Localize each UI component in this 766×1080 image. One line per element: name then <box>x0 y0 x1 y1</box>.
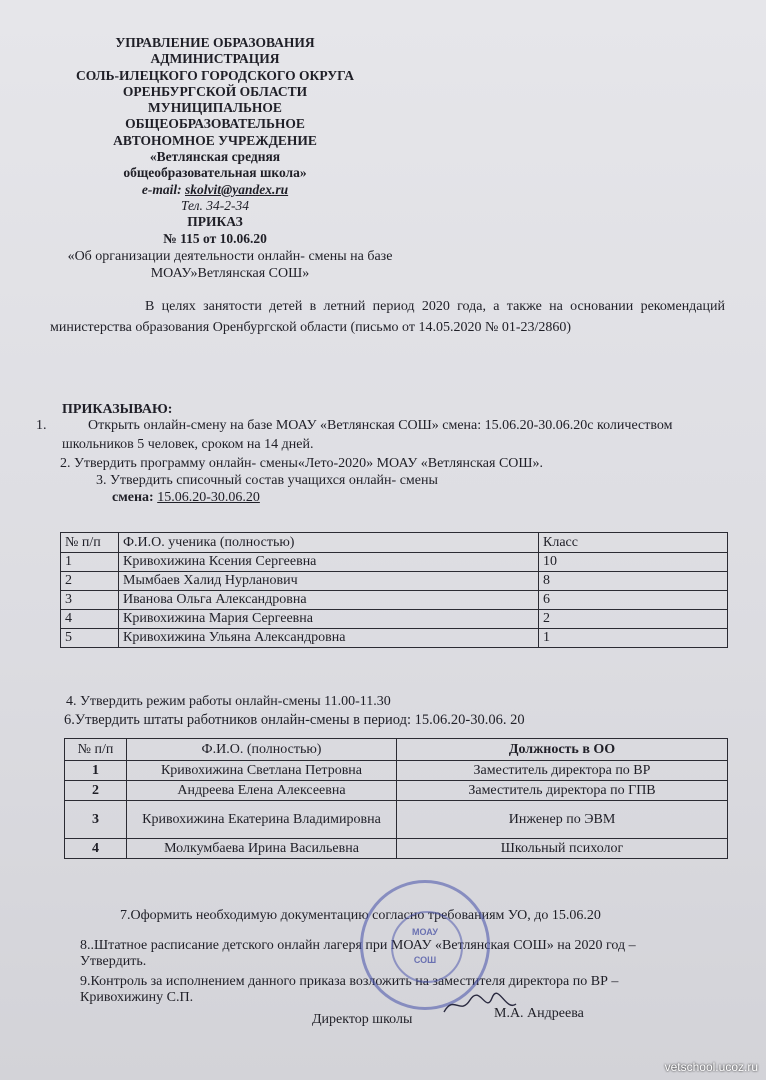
table-row <box>61 553 728 572</box>
item-8-line: 8..Штатное расписание детского онлайн лагеря при МОАУ «Ветлянская СОШ» на 2020 год – <box>80 938 636 953</box>
table-cell: 10 <box>539 553 728 572</box>
email-line <box>50 182 380 198</box>
letterhead-line: ОБЩЕОБРАЗОВАТЕЛЬНОЕ <box>125 116 305 132</box>
table-cell: 2 <box>61 572 119 591</box>
table-cell: 4 <box>61 610 119 629</box>
letterhead <box>50 35 380 247</box>
table-cell: 3 <box>65 801 127 839</box>
letterhead-line: СОЛЬ-ИЛЕЦКОГО ГОРОДСКОГО ОКРУГА <box>75 67 355 83</box>
letterhead-line: АДМИНИСТРАЦИЯ <box>150 51 280 67</box>
order-subject-line: «Об организации деятельности онлайн- смены на базе <box>67 249 393 264</box>
col-header: Класс <box>539 533 728 553</box>
col-header: Ф.И.О. (полностью) <box>127 739 397 761</box>
order-number: № 115 от 10.06.20 <box>163 230 267 246</box>
table-row <box>65 761 728 781</box>
table-cell: Андреева Елена Алексеевна <box>127 781 397 801</box>
table-header-row <box>65 739 728 761</box>
item-1-line: Открыть онлайн-смену на базе МОАУ «Ветлянская СОШ» смена: 15.06.20-30.06.20с количеством <box>88 418 673 433</box>
table-header-row <box>61 533 728 553</box>
table-cell: 5 <box>61 629 119 648</box>
item-1-number: 1. <box>36 418 47 433</box>
table-cell: 1 <box>65 761 127 781</box>
item-7: 7.Оформить необходимую документацию согласно требованиям УО, до 15.06.20 <box>120 908 601 923</box>
table-cell: Заместитель директора по ВР <box>397 761 728 781</box>
item-4: 4. Утвердить режим работы онлайн-смены 11.00-11.30 <box>66 694 391 709</box>
staff-table <box>64 738 728 859</box>
table-cell: Заместитель директора по ГПВ <box>397 781 728 801</box>
table-cell: Инженер по ЭВМ <box>397 801 728 839</box>
item-1-line: школьников 5 человек, сроком на 14 дней. <box>62 437 314 452</box>
letterhead-line: ОРЕНБУРГСКОЙ ОБЛАСТИ <box>122 83 308 99</box>
col-header: № п/п <box>65 739 127 761</box>
table-cell: 2 <box>539 610 728 629</box>
table-cell: 6 <box>539 591 728 610</box>
letterhead-line: общеобразовательная школа» <box>123 165 307 181</box>
letterhead-line: УПРАВЛЕНИЕ ОБРАЗОВАНИЯ <box>115 35 315 50</box>
table-cell: 4 <box>65 839 127 859</box>
table-cell: 1 <box>539 629 728 648</box>
item-6: 6.Утвердить штаты работников онлайн-смены в период: 15.06.20-30.06. 20 <box>64 712 525 728</box>
table-row <box>65 781 728 801</box>
letterhead-line: АВТОНОМНОЕ УЧРЕЖДЕНИЕ <box>113 132 317 148</box>
table-cell: Кривохижина Светлана Петровна <box>127 761 397 781</box>
item-8-line: Утвердить. <box>80 954 147 969</box>
table-cell: 2 <box>65 781 127 801</box>
table-cell: Кривохижина Ксения Сергеевна <box>119 553 539 572</box>
col-header: Ф.И.О. ученика (полностью) <box>119 533 539 553</box>
students-table <box>60 532 728 648</box>
letterhead-line: МУНИЦИПАЛЬНОЕ <box>148 100 282 116</box>
stamp-inner-ring <box>391 911 463 983</box>
letterhead-line: «Ветлянская средняя <box>149 149 281 165</box>
order-subject <box>40 248 420 282</box>
item-3-shift <box>112 490 260 506</box>
stamp-text: МОАУ <box>411 927 439 937</box>
table-row <box>61 591 728 610</box>
item-9-line: 9.Контроль за исполнением данного приказа возложить на заместителя директора по ВР – <box>80 974 619 989</box>
email-label: e-mail: <box>141 181 185 197</box>
table-cell: Школьный психолог <box>397 839 728 859</box>
signature-name: М.А. Андреева <box>494 1006 584 1021</box>
table-row <box>65 801 728 839</box>
intro-paragraph <box>50 296 725 338</box>
order-subject-line: МОАУ»Ветлянская СОШ» <box>150 266 310 281</box>
item-3-shift-label: смена: <box>112 490 158 505</box>
table-cell: 3 <box>61 591 119 610</box>
item-9-line: Кривохижину С.П. <box>80 990 194 1005</box>
col-header: Должность в ОО <box>397 739 728 761</box>
item-2: 2. Утвердить программу онлайн- смены«Лето-2020» МОАУ «Ветлянская СОШ». <box>60 456 544 471</box>
signature-role: Директор школы <box>312 1012 413 1027</box>
item-3: 3. Утвердить списочный состав учащихся онлайн- смены <box>96 473 438 488</box>
stamp-text: СОШ <box>413 955 437 965</box>
col-header: № п/п <box>61 533 119 553</box>
order-title: ПРИКАЗ <box>187 214 243 230</box>
order-word: ПРИКАЗЫВАЮ: <box>62 402 173 417</box>
table-cell: Кривохижина Мария Сергеевна <box>119 610 539 629</box>
table-cell: Кривохижина Ульяна Александровна <box>119 629 539 648</box>
table-row <box>61 572 728 591</box>
table-cell: 1 <box>61 553 119 572</box>
item-3-shift-dates: 15.06.20-30.06.20 <box>157 490 260 505</box>
intro-text: В целях занятости детей в летний период 2020 года, а также на основании рекомендаций министерства образования Оренбургской области (письмо от 14.05.2020 № 01-23/2860) <box>50 299 725 335</box>
table-cell: Иванова Ольга Александровна <box>119 591 539 610</box>
table-cell: Кривохижина Екатерина Владимировна <box>127 801 397 839</box>
site-watermark: vetschool.ucoz.ru <box>664 1060 758 1074</box>
table-cell: 8 <box>539 572 728 591</box>
table-row <box>61 629 728 648</box>
email-link[interactable]: skolvit@yandex.ru <box>185 181 289 197</box>
table-cell: Молкумбаева Ирина Васильевна <box>127 839 397 859</box>
table-cell: Мымбаев Халид Нурланович <box>119 572 539 591</box>
table-row <box>65 839 728 859</box>
phone: Тел. 34-2-34 <box>180 197 250 213</box>
table-row <box>61 610 728 629</box>
